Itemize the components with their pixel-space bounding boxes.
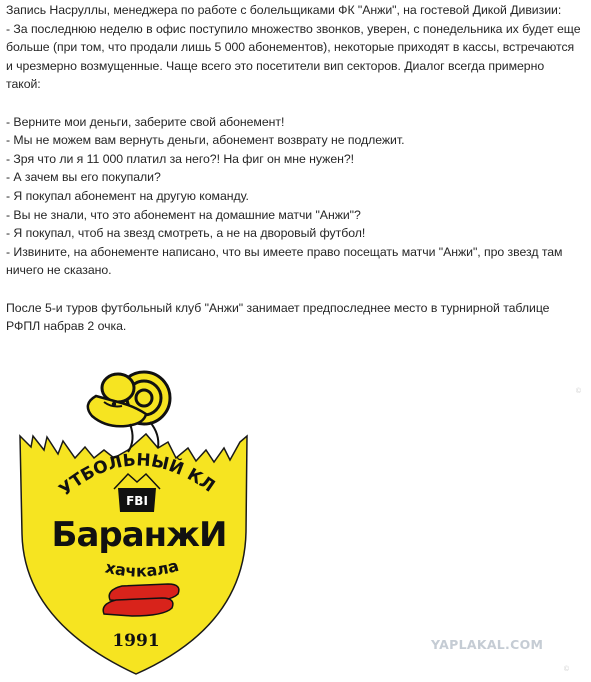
post-closing — [6, 299, 586, 336]
text-line: РФПЛ набрав 2 очка. — [6, 319, 127, 334]
arc-text: УТБОЛЬНЫЙ КЛ — [55, 450, 219, 501]
text-line: ничего не сказано. — [6, 263, 112, 278]
text-line: больше (при том, что продали лишь 5 000 абонементов), некоторые приходят в кассы, встречаются — [6, 40, 575, 55]
paragraph-gap — [6, 280, 586, 299]
post-text — [6, 1, 586, 336]
text-line: - Зря что ли я 11 000 платил за него?! На фиг он мне нужен?! — [6, 151, 355, 166]
svg-text:FBI: FBI — [126, 494, 148, 508]
club-logo — [18, 364, 258, 677]
paragraph-gap — [6, 94, 586, 113]
text-line: - Мы не можем вам вернуть деньги, абонемент возврату не подлежит. — [6, 133, 405, 148]
club-year: 1991 — [112, 631, 160, 651]
text-line: - Извините, на абонементе написано, что вы имеете право посещать матчи "Анжи", про звезд там — [6, 244, 563, 259]
copyright-mark: © — [563, 666, 569, 673]
text-line: - Я покупал абонемент на другую команду. — [6, 188, 249, 203]
text-line: - А зачем вы его покупали? — [6, 170, 161, 185]
text-line: После 5-и туров футбольный клуб "Анжи" занимает предпоследнее место в турнирной таблице — [6, 300, 550, 315]
club-city: хачкала — [103, 555, 181, 581]
club-crest-image — [18, 364, 258, 677]
post-dialog — [6, 113, 586, 280]
text-line: и чрезмерно возмущенные. Чаще всего это посетители вип секторов. Диалог всегда примерно — [6, 58, 545, 73]
post-intro — [6, 1, 586, 94]
text-line: - Я покупал, чтоб на звезд смотреть, а не на дворовый футбол! — [6, 226, 366, 241]
ram-head — [88, 372, 170, 452]
site-watermark: YAPLAKAL.COM — [431, 637, 544, 652]
slippers-icon — [103, 584, 179, 616]
text-line: Запись Насруллы, менеджера по работе с болельщиками ФК "Анжи", на гостевой Дикой Дивизии: — [6, 3, 562, 17]
text-line: - Вы не знали, что это абонемент на домашние матчи "Анжи"? — [6, 207, 361, 222]
club-name: БаранжИ — [51, 515, 227, 555]
copyright-mark: © — [575, 388, 581, 395]
text-line: такой: — [6, 77, 41, 92]
text-line: - За последнюю неделю в офис поступило множество звонков, уверен, с понедельника их будет еще — [6, 21, 581, 36]
fbi-badge — [118, 488, 156, 512]
text-line: - Верните мои деньги, заберите свой абонемент! — [6, 114, 285, 129]
